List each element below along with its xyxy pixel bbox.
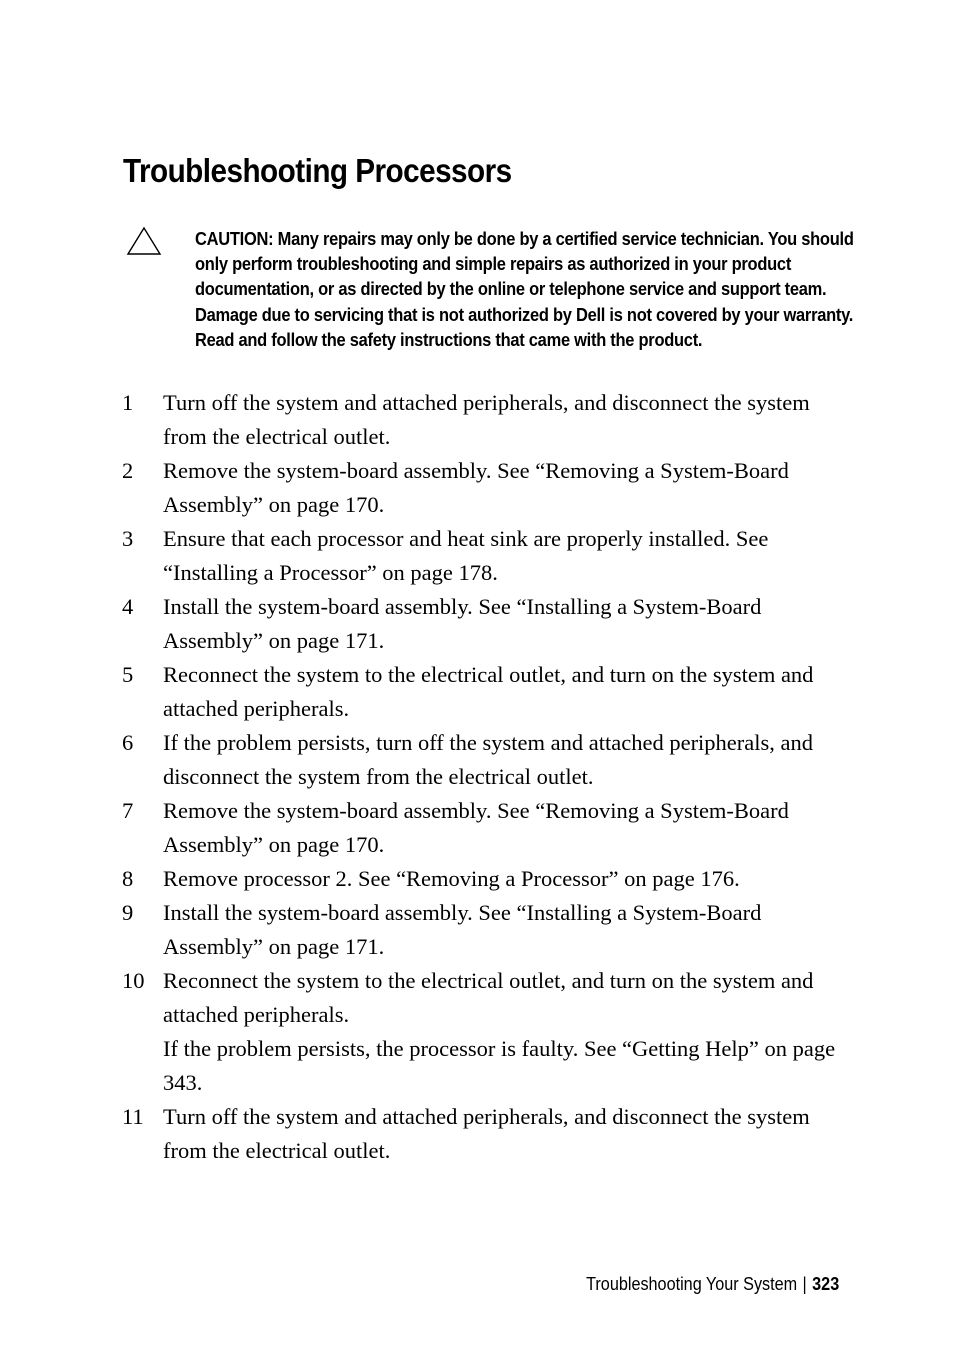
step-item xyxy=(122,522,842,590)
step-number: 2 xyxy=(122,458,134,483)
step-number: 3 xyxy=(122,526,134,551)
caution-triangle-icon xyxy=(126,226,162,256)
step-text: Install the system-board assembly. See “Installing a System-Board Assembly” on page 171. xyxy=(163,594,762,653)
step-item xyxy=(122,726,842,794)
step-number: 1 xyxy=(122,390,134,415)
step-note: If the problem persists, the processor is faulty. See “Getting Help” on page 343. xyxy=(163,1036,836,1095)
step-item xyxy=(122,896,842,964)
step-text: Turn off the system and attached peripherals, and disconnect the system from the electrical outlet. xyxy=(163,1104,810,1163)
step-item xyxy=(122,386,842,454)
step-text: Turn off the system and attached peripherals, and disconnect the system from the electrical outlet. xyxy=(163,390,810,449)
step-text: Reconnect the system to the electrical outlet, and turn on the system and attached peripherals. xyxy=(163,662,814,721)
footer-section-title: Troubleshooting Your System xyxy=(585,1274,797,1294)
step-text: Install the system-board assembly. See “Installing a System-Board Assembly” on page 171. xyxy=(163,900,762,959)
page-title: Troubleshooting Processors xyxy=(123,152,512,189)
step-number: 11 xyxy=(122,1104,144,1129)
page-number: 323 xyxy=(811,1274,839,1294)
step-item xyxy=(122,862,842,896)
step-number: 8 xyxy=(122,866,134,891)
step-item xyxy=(122,794,842,862)
step-text: Reconnect the system to the electrical outlet, and turn on the system and attached peripherals. xyxy=(163,968,814,1027)
step-number: 5 xyxy=(122,662,134,687)
step-text: If the problem persists, turn off the system and attached peripherals, and disconnect the system from the electrical outlet. xyxy=(163,730,814,789)
step-item xyxy=(122,1100,842,1168)
page-footer xyxy=(586,1272,839,1296)
procedure-steps-list xyxy=(122,386,842,1168)
step-number: 9 xyxy=(122,900,134,925)
step-text: Ensure that each processor and heat sink are properly installed. See “Installing a Processor” on page 178. xyxy=(163,526,769,585)
step-number: 6 xyxy=(122,730,134,755)
step-text: Remove the system-board assembly. See “Removing a System-Board Assembly” on page 170. xyxy=(163,458,789,517)
step-text: Remove processor 2. See “Removing a Processor” on page 176. xyxy=(163,866,740,891)
step-number: 7 xyxy=(122,798,134,823)
step-item xyxy=(122,590,842,658)
step-number: 4 xyxy=(122,594,134,619)
step-item xyxy=(122,658,842,726)
footer-separator: | xyxy=(802,1274,807,1294)
step-number: 10 xyxy=(122,968,145,993)
caution-notice: CAUTION: Many repairs may only be done by a certified service technician. You should only perform troubleshooting and simple repairs as authorized in your product documentation, or as directed by the online or telephone service and support team. Damage due to servicing that is not authorized by Dell is not covered by your warranty. Read and follow the safety instructions that came with the product. xyxy=(195,228,854,350)
step-item xyxy=(122,454,842,522)
step-item xyxy=(122,964,842,1100)
step-text: Remove the system-board assembly. See “Removing a System-Board Assembly” on page 170. xyxy=(163,798,789,857)
